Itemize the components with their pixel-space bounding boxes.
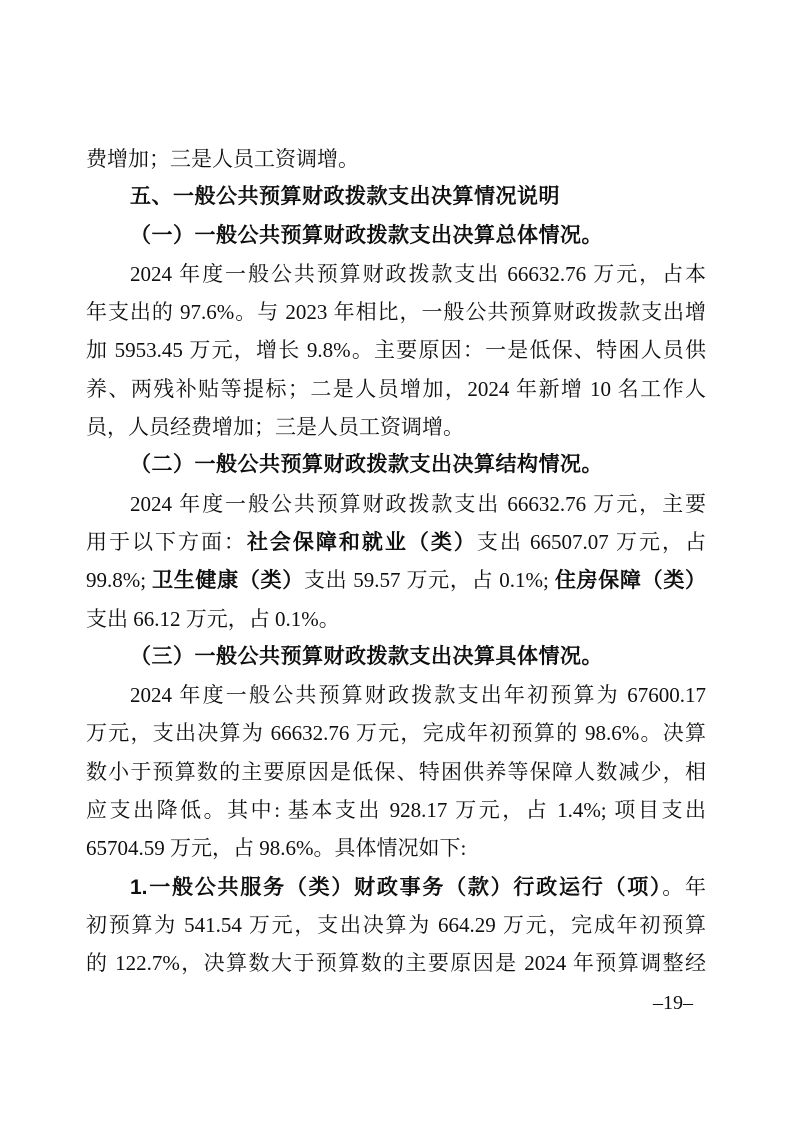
text-line bbox=[86, 255, 706, 293]
text-segment: 应支出降低。其中: 基本支出 928.17 万元，占 1.4%; 项目支出 bbox=[86, 798, 706, 823]
text-segment: （一）一般公共预算财政拨款支出决算总体情况。 bbox=[130, 223, 603, 247]
text-segment: 员，人员经费增加；三是人员工资调增。 bbox=[86, 415, 464, 440]
item-heading-line bbox=[86, 868, 706, 906]
text-line bbox=[86, 714, 706, 752]
text-line bbox=[86, 829, 706, 867]
text-line bbox=[86, 293, 706, 331]
text-segment: 。年 bbox=[662, 874, 706, 899]
text-segment: 初预算为 541.54 万元，支出决算为 664.29 万元，完成年初预算 bbox=[86, 912, 706, 937]
text-line bbox=[86, 600, 706, 638]
document-body bbox=[86, 140, 706, 983]
emphasis-segment: 社会保障和就业（类） bbox=[246, 530, 477, 554]
text-segment: 用于以下方面： bbox=[86, 529, 247, 554]
text-segment: 支出 66.12 万元，占 0.1%。 bbox=[86, 606, 340, 631]
text-segment: 2024 年度一般公共预算财政拨款支出年初预算为 67600.17 bbox=[130, 683, 706, 708]
emphasis-segment: 住房保障（类） bbox=[554, 569, 706, 593]
text-line bbox=[86, 523, 706, 561]
text-segment: 数小于预算数的主要原因是低保、特困供养等保障人数减少，相 bbox=[86, 759, 706, 784]
text-line bbox=[86, 485, 706, 523]
text-segment: 加 5953.45 万元，增长 9.8%。主要原因：一是低保、特困人员供 bbox=[86, 338, 706, 363]
text-line bbox=[86, 676, 706, 714]
page-number: –19– bbox=[653, 992, 693, 1014]
text-segment: 费增加；三是人员工资调增。 bbox=[86, 147, 359, 171]
text-segment: 万元，支出决算为 66632.76 万元，完成年初预算的 98.6%。决算 bbox=[86, 721, 706, 746]
subsection-heading bbox=[86, 217, 706, 255]
text-line bbox=[86, 906, 706, 944]
subsection-heading bbox=[86, 446, 706, 484]
text-segment: 支出 59.57 万元，占 0.1%; bbox=[303, 568, 555, 593]
text-segment: 养、两残补贴等提标；二是人员增加，2024 年新增 10 名工作人 bbox=[86, 376, 706, 401]
text-segment: （二）一般公共预算财政拨款支出决算结构情况。 bbox=[130, 453, 603, 477]
section-heading bbox=[86, 178, 706, 216]
text-segment: 支出 66507.07 万元，占 bbox=[476, 529, 706, 554]
text-segment: （三）一般公共预算财政拨款支出决算具体情况。 bbox=[130, 644, 603, 668]
text-segment: 2024 年度一般公共预算财政拨款支出 66632.76 万元，占本 bbox=[130, 261, 706, 286]
text-line bbox=[86, 791, 706, 829]
text-line bbox=[86, 753, 706, 791]
text-line bbox=[86, 331, 706, 369]
subsection-heading bbox=[86, 638, 706, 676]
text-line bbox=[86, 561, 706, 599]
text-segment: 的 122.7%，决算数大于预算数的主要原因是 2024 年预算调整经 bbox=[86, 951, 706, 976]
text-segment: 2024 年度一般公共预算财政拨款支出 66632.76 万元，主要 bbox=[130, 491, 706, 516]
text-line bbox=[86, 944, 706, 982]
emphasis-segment: 卫生健康（类） bbox=[152, 569, 304, 593]
text-segment: 年支出的 97.6%。与 2023 年相比，一般公共预算财政拨款支出增 bbox=[86, 300, 706, 325]
text-line bbox=[86, 408, 706, 446]
text-segment: 65704.59 万元，占 98.6%。具体情况如下: bbox=[86, 836, 467, 861]
text-line bbox=[86, 140, 706, 178]
text-segment: 五、一般公共预算财政拨款支出决算情况说明 bbox=[130, 185, 560, 209]
text-segment: 99.8%; bbox=[86, 568, 153, 593]
text-line bbox=[86, 370, 706, 408]
emphasis-segment: 1.一般公共服务（类）财政事务（款）行政运行（项） bbox=[130, 875, 663, 899]
